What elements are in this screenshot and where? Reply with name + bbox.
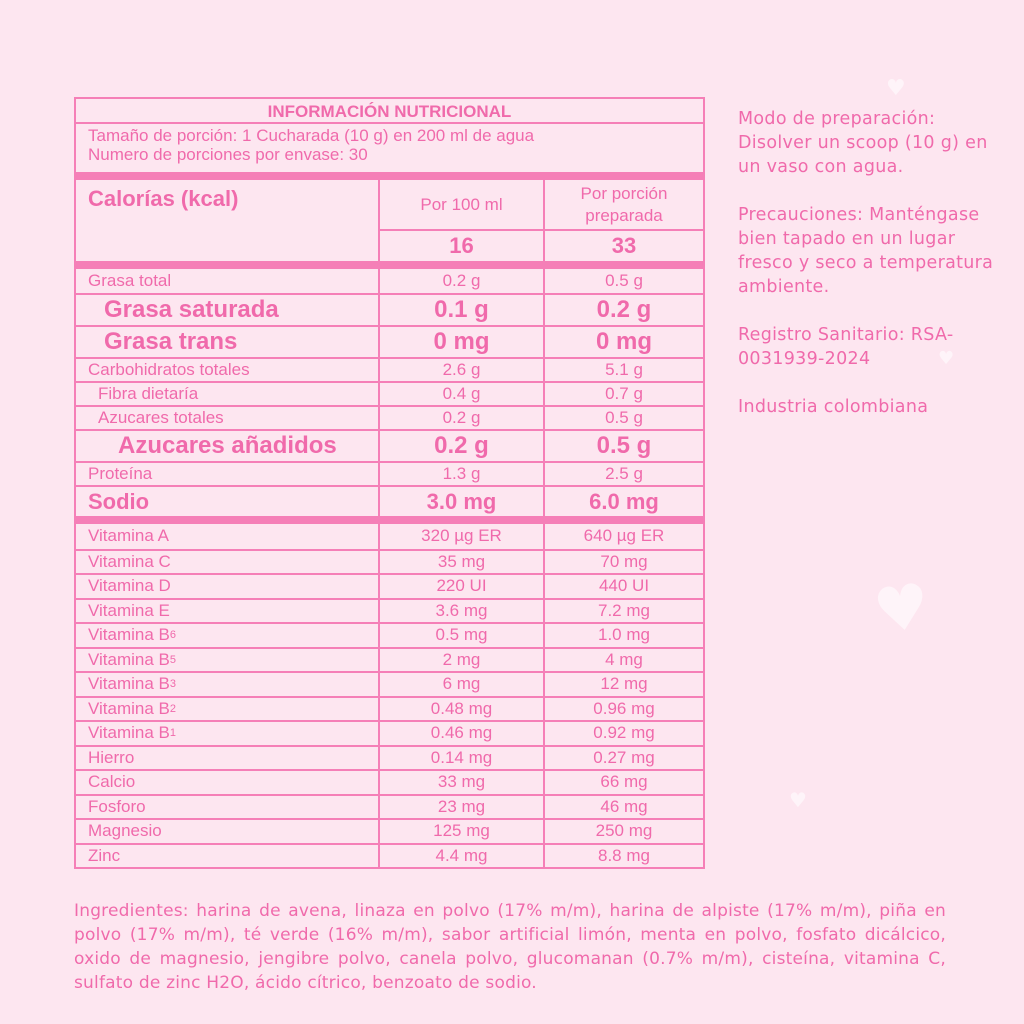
value-per-serving: 0.92 mg — [543, 722, 703, 745]
nutrient-label — [76, 551, 378, 574]
nutrient-name: Fosforo — [88, 796, 146, 816]
nutrient-label — [76, 600, 378, 623]
table-row — [76, 598, 703, 623]
nutrient-subscript: 3 — [169, 678, 177, 691]
nutrient-subscript: 6 — [169, 629, 177, 642]
divider-band — [76, 516, 703, 524]
value-per-100ml: 0 mg — [378, 327, 543, 357]
value-per-serving: 7.2 mg — [543, 600, 703, 623]
value-per-serving: 640 µg ER — [543, 524, 703, 549]
value-per-100ml: 35 mg — [378, 551, 543, 574]
value-per-100ml: 4.4 mg — [378, 845, 543, 868]
nutrient-label — [76, 796, 378, 819]
value-per-100ml: 0.4 g — [378, 383, 543, 405]
table-row — [76, 671, 703, 696]
value-per-100ml: 2.6 g — [378, 359, 543, 381]
nutrient-label — [76, 771, 378, 794]
nutrient-name: Vitamina B — [88, 698, 170, 718]
table-row — [76, 696, 703, 721]
nutrient-label: Sodio — [88, 488, 150, 514]
value-per-100ml: 0.48 mg — [378, 698, 543, 721]
value-per-100ml: 0.1 g — [378, 295, 543, 325]
nutrient-label — [76, 698, 378, 721]
value-per-100ml: 125 mg — [378, 820, 543, 843]
nutrient-label — [76, 649, 378, 672]
nutrient-label: Grasa trans — [104, 328, 238, 355]
nutrient-name: Vitamina E — [88, 600, 170, 620]
value-per-serving: 440 UI — [543, 575, 703, 598]
table-row — [76, 549, 703, 574]
value-per-serving: 5.1 g — [543, 359, 703, 381]
table-row — [76, 769, 703, 794]
registry-text: Registro Sanitario: RSA-0031939-2024 — [738, 325, 954, 369]
value-per-serving: 0.96 mg — [543, 698, 703, 721]
value-per-serving: 0 mg — [543, 327, 703, 357]
calories-label: Calorías (kcal) — [88, 186, 239, 211]
serving-size: Tamaño de porción: 1 Cucharada (10 g) en 200 ml de agua — [88, 126, 535, 145]
per-serving-header: Por porción preparada — [545, 180, 703, 231]
nutrient-name: Vitamina B — [88, 674, 170, 694]
table-row — [76, 485, 703, 516]
value-per-100ml: 0.14 mg — [378, 747, 543, 770]
value-per-serving: 0.5 g — [543, 407, 703, 429]
value-per-100ml: 220 UI — [378, 575, 543, 598]
product-info — [738, 107, 1008, 443]
nutrient-label — [76, 820, 378, 843]
heart-icon: ♥ — [789, 788, 807, 812]
nutrient-label: Fibra dietaría — [98, 384, 199, 403]
value-per-serving: 6.0 mg — [543, 487, 703, 516]
macros-section — [76, 269, 703, 516]
nutrient-label — [76, 722, 378, 745]
table-row — [76, 720, 703, 745]
table-row — [76, 843, 703, 868]
value-per-100ml: 1.3 g — [378, 463, 543, 485]
preparation-text: Modo de preparación: Disolver un scoop (10 g) en un vaso con agua. — [738, 109, 988, 177]
nutrient-name: Magnesio — [88, 821, 162, 841]
value-per-serving: 250 mg — [543, 820, 703, 843]
nutrient-label — [76, 673, 378, 696]
per-serving-column — [543, 180, 703, 261]
nutrient-name: Vitamina B — [88, 625, 170, 645]
origin-text: Industria colombiana — [738, 397, 929, 417]
serving-info — [76, 124, 703, 172]
calories-per-serving: 33 — [611, 233, 637, 258]
value-per-serving: 70 mg — [543, 551, 703, 574]
value-per-serving: 0.27 mg — [543, 747, 703, 770]
table-row — [76, 524, 703, 549]
table-row — [76, 573, 703, 598]
nutrient-label — [76, 524, 378, 549]
nutrient-label — [76, 845, 378, 868]
nutrition-facts-table — [74, 97, 705, 869]
value-per-100ml: 320 µg ER — [378, 524, 543, 549]
micronutrients-section — [76, 524, 703, 867]
value-per-100ml: 33 mg — [378, 771, 543, 794]
nutrient-name: Vitamina C — [88, 551, 171, 571]
value-per-serving: 4 mg — [543, 649, 703, 672]
heart-icon: ♥ — [938, 348, 955, 369]
divider-band — [76, 261, 703, 269]
ingredients-text: Ingredientes: harina de avena, linaza en polvo (17% m/m), harina de alpiste (17% m/m), piña en polvo (17% m/m), té verde (16% m/m), sabor artificial limón, menta en polvo, fosfato dicálcico, oxido de magnesio, jengibre polvo, canela polvo, glucomanan (0.7% m/m), cisteína, vitamina C, sulfato de zinc H2O, ácido cítrico, benzoato de sodio. — [74, 901, 946, 993]
divider-band — [76, 172, 703, 180]
heart-icon: ♥ — [869, 568, 935, 649]
calories-section — [76, 180, 703, 261]
nutrient-label — [76, 624, 378, 647]
value-per-100ml: 0.2 g — [378, 269, 543, 293]
value-per-serving: 66 mg — [543, 771, 703, 794]
value-per-serving: 46 mg — [543, 796, 703, 819]
nutrient-name: Vitamina D — [88, 576, 171, 596]
value-per-serving: 1.0 mg — [543, 624, 703, 647]
value-per-100ml: 0.5 mg — [378, 624, 543, 647]
value-per-100ml: 0.2 g — [378, 431, 543, 461]
nutrient-name: Calcio — [88, 772, 136, 792]
value-per-serving: 2.5 g — [543, 463, 703, 485]
nutrient-name: Vitamina B — [88, 649, 170, 669]
table-row — [76, 381, 703, 405]
value-per-100ml: 3.6 mg — [378, 600, 543, 623]
nutrient-label: Grasa saturada — [104, 296, 279, 323]
table-row — [76, 818, 703, 843]
nutrient-name: Hierro — [88, 747, 135, 767]
table-row — [76, 745, 703, 770]
value-per-100ml: 6 mg — [378, 673, 543, 696]
nutrient-subscript: 5 — [169, 653, 177, 666]
nutrient-label: Azucares totales — [98, 408, 224, 427]
nutrient-name: Vitamina A — [88, 526, 169, 546]
table-row — [76, 429, 703, 461]
value-per-100ml: 23 mg — [378, 796, 543, 819]
nutrient-name: Vitamina B — [88, 723, 170, 743]
value-per-100ml: 0.2 g — [378, 407, 543, 429]
table-row — [76, 405, 703, 429]
nutrient-label: Proteína — [88, 464, 153, 483]
table-row — [76, 794, 703, 819]
nutrient-label: Grasa total — [88, 271, 172, 290]
value-per-serving: 12 mg — [543, 673, 703, 696]
per-100ml-column — [378, 180, 543, 261]
value-per-100ml: 3.0 mg — [378, 487, 543, 516]
heart-icon: ♥ — [886, 76, 906, 101]
nutrient-label — [76, 747, 378, 770]
value-per-100ml: 0.46 mg — [378, 722, 543, 745]
table-row — [76, 622, 703, 647]
nutrient-name: Zinc — [88, 845, 121, 865]
per-100ml-header: Por 100 ml — [380, 180, 543, 231]
nutrient-label — [76, 575, 378, 598]
precautions-text: Precauciones: Manténgase bien tapado en un lugar fresco y seco a temperatura ambiente. — [738, 205, 994, 297]
value-per-100ml: 2 mg — [378, 649, 543, 672]
nutrient-label: Azucares añadidos — [118, 432, 337, 459]
calories-per-100ml: 16 — [449, 233, 474, 258]
value-per-serving: 0.5 g — [543, 431, 703, 461]
nutrient-subscript: 2 — [169, 702, 177, 715]
nutrition-title: INFORMACIÓN NUTRICIONAL — [76, 99, 703, 124]
value-per-serving: 0.2 g — [543, 295, 703, 325]
table-row — [76, 269, 703, 293]
table-row — [76, 647, 703, 672]
table-row — [76, 293, 703, 325]
nutrient-subscript: 1 — [169, 727, 177, 740]
table-row — [76, 461, 703, 485]
value-per-serving: 0.7 g — [543, 383, 703, 405]
nutrient-label: Carbohidratos totales — [88, 360, 250, 379]
table-row — [76, 325, 703, 357]
value-per-serving: 0.5 g — [543, 269, 703, 293]
servings-per-container: Numero de porciones por envase: 30 — [88, 145, 368, 164]
table-row — [76, 357, 703, 381]
value-per-serving: 8.8 mg — [543, 845, 703, 868]
